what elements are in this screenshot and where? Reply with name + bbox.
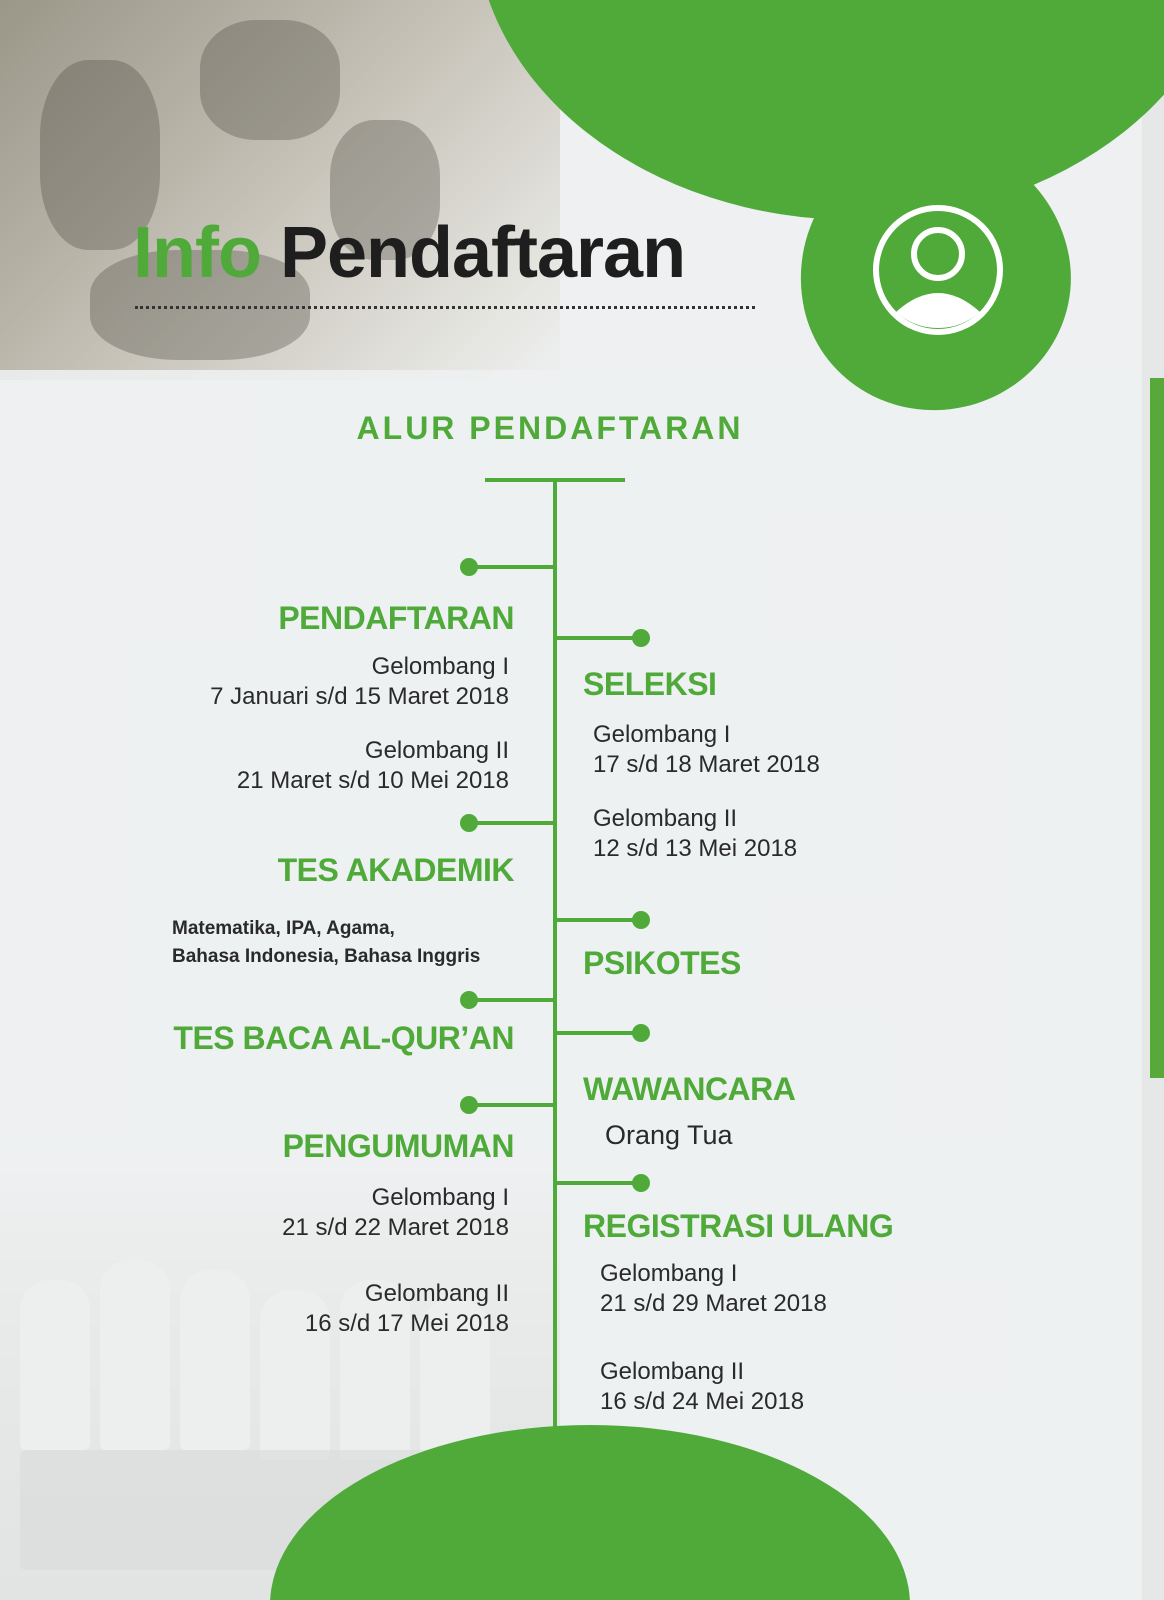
title-info: Info [133, 213, 261, 293]
timeline-node-tes-baca [460, 991, 478, 1009]
stage-wawancara-title: WAWANCARA [583, 1071, 796, 1107]
timeline-node-registrasi [632, 1174, 650, 1192]
timeline-node-psikotes [632, 911, 650, 929]
detail-dates: 7 Januari s/d 15 Maret 2018 [210, 683, 509, 710]
detail-dates: 12 s/d 13 Mei 2018 [593, 835, 798, 862]
detail-label: Gelombang II [600, 1358, 745, 1385]
stage-tes-akademik-subjects [172, 915, 480, 971]
detail-dates: 17 s/d 18 Maret 2018 [593, 751, 820, 778]
subjects-line-2: Bahasa Indonesia, Bahasa Inggris [172, 946, 481, 967]
stage-tes-akademik-title: TES AKADEMIK [277, 852, 514, 888]
stage-pendaftaran-title: PENDAFTARAN [278, 600, 514, 636]
stage-pendaftaran-gel1 [210, 652, 509, 712]
detail-dates: 16 s/d 17 Mei 2018 [304, 1310, 509, 1337]
detail-label: Gelombang II [593, 805, 738, 832]
detail-label: Gelombang II [364, 737, 509, 764]
detail-label: Gelombang I [371, 1184, 509, 1211]
stage-tes-baca-title: TES BACA AL-QUR’AN [173, 1020, 514, 1056]
stage-pengumuman-gel1 [282, 1183, 509, 1243]
title-pendaftaran: Pendaftaran [279, 213, 686, 293]
detail-label: Gelombang II [364, 1280, 509, 1307]
detail-dates: 16 s/d 24 Mei 2018 [600, 1388, 805, 1415]
stage-registrasi-gel1 [600, 1259, 827, 1319]
detail-dates: 21 s/d 29 Maret 2018 [600, 1290, 827, 1317]
stage-registrasi-title: REGISTRASI ULANG [583, 1208, 894, 1244]
timeline-node-tes-akademik [460, 814, 478, 832]
timeline-node-wawancara [632, 1024, 650, 1042]
timeline-node-seleksi [632, 629, 650, 647]
detail-label: Gelombang I [593, 721, 731, 748]
stage-seleksi-gel2 [593, 804, 797, 864]
stage-pendaftaran-gel2 [237, 736, 509, 796]
stage-registrasi-gel2 [600, 1357, 804, 1417]
stage-seleksi-title: SELEKSI [583, 666, 717, 702]
detail-dates: 21 s/d 22 Maret 2018 [282, 1214, 509, 1241]
flow-heading: ALUR PENDAFTARAN [356, 410, 744, 446]
detail-dates: 21 Maret s/d 10 Mei 2018 [236, 767, 509, 794]
subjects-line-1: Matematika, IPA, Agama, [172, 918, 395, 939]
stage-seleksi-gel1 [593, 720, 820, 780]
timeline-node-pengumuman [460, 1096, 478, 1114]
stage-wawancara-note: Orang Tua [605, 1120, 733, 1150]
timeline-node-pendaftaran [460, 558, 478, 576]
stage-pengumuman-gel2 [305, 1279, 509, 1339]
detail-label: Gelombang I [371, 653, 509, 680]
stage-pengumuman-title: PENGUMUMAN [282, 1128, 514, 1164]
detail-label: Gelombang I [600, 1260, 738, 1287]
stage-psikotes-title: PSIKOTES [583, 945, 741, 981]
